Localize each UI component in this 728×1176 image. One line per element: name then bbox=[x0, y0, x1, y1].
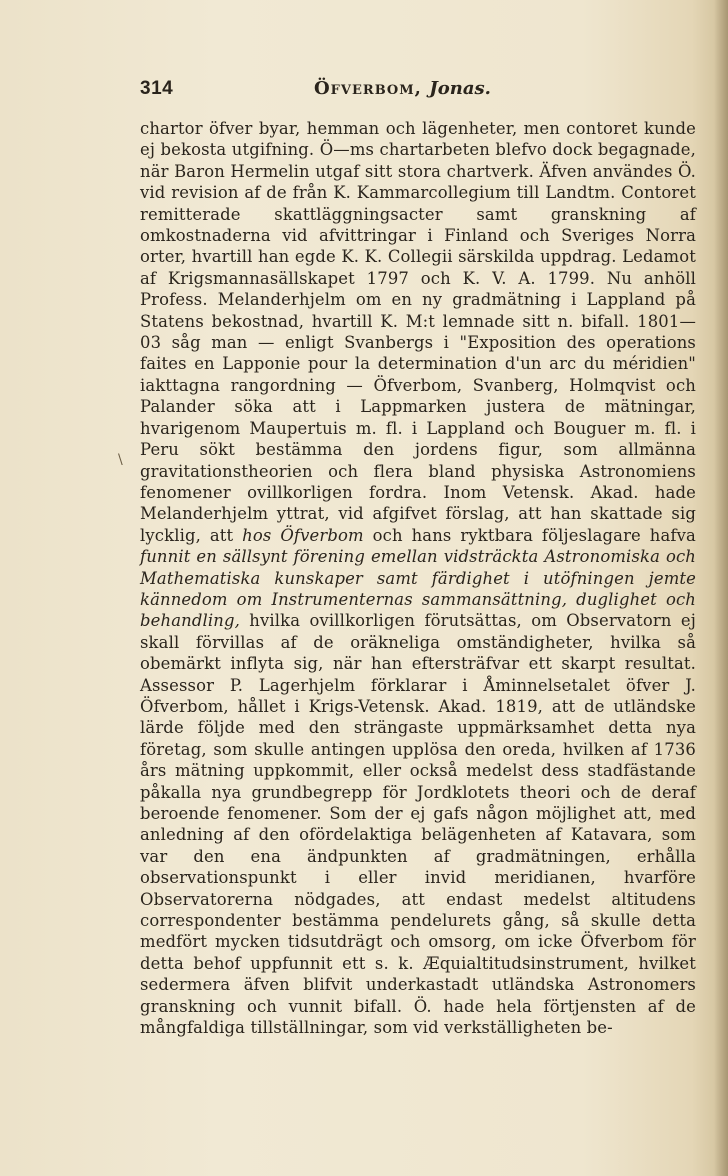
text-segment: chartor öfver byar, hemman och lägenheter, men contoret kunde ej bekosta utgifning. Ö—ms chartarbeten blefvo dock begagnade, när Baron Hermelin utgaf sitt stora chartverk. Äfven användes Ö. vid revision af de från K. Kammarcollegium till Landtm. Contoret remitterade skattläggningsacter samt granskning af omkostnaderna vid afvittringar i Finland och Sveriges Norra orter, hvartill han egde K. K. Collegii särskilda uppdrag. Ledamot af Krigsmannasällskapet 1797 och K. V. A. 1799. Nu anhöll Profess. Melanderhjelm om en ny gradmätning i Lappland på Statens bekostnad, hvartill K. M:t lemnade sitt n. bifall. 1801—03 såg man — enligt Svanbergs i "Exposition des operations faites en Lapponie pour la determination d'un arc du méridien" iakttagna rangordning — Öfverbom, Svanberg, Holmqvist och Palander söka att i Lappmarken justera de mätningar, hvarigenom Maupertuis m. fl. i Lappland och Bouguer m. fl. i Peru sökt bestämma den jordens figur, som allmänna gravitationstheorien och flera bland physiska Astronomiens fenomener ovillkorligen fordra. Inom Vetensk. Akad. hade Melanderhjelm yttrat, vid afgifvet förslag, att han skattade sig lycklig, att bbox=[140, 119, 696, 545]
text-segment: hvilka ovillkorligen förutsättas, om Observatorn ej skall förvillas af de oräkneliga omständigheter, hvilka så obemärkt inflyta sig, när han eftersträfvar ett skarpt resultat. Assessor P. Lagerhjelm förklarar i Åminnelsetalet öfver J. Öfverbom, hållet i Krigs-Vetensk. Akad. 1819, att de utländske lärde följde med den strängaste uppmärksamhet detta nya företag, som skulle antingen upplösa den oreda, hvilken af 1736 års mätning uppkommit, eller också medelst dess stadfästande påkalla nya grundbegrepp för Jordklotets theori och de deraf beroende fenomener. Som der ej gafs någon möjlighet att, med anledning af den ofördelaktiga belägenheten af Katavara, som var den ena ändpunkten af gradmätningen, erhålla observationspunkt i eller invid meridianen, hvarföre Observatorerna nödgades, att endast medelst altitudens correspondenter bestämma pendelurets gång, så skulle detta medfört mycken tidsutdrägt och omsorg, om icke Öfverbom för detta behof uppfunnit ett s. k. Æquialtitudsinstrument, hvilket sedermera äfven blifvit underkastadt utländska Astronomers granskning och vunnit bifall. Ö. hade hela förtjensten af de mångfaldiga tillställningar, som vid verkställigheten be- bbox=[140, 611, 696, 1038]
page-edge-shadow bbox=[714, 0, 728, 1176]
margin-tick-mark: \ bbox=[118, 452, 123, 468]
italic-segment: hos Öfverbom bbox=[242, 525, 364, 545]
body-text bbox=[140, 118, 696, 1038]
text-segment: och hans ryktbara följeslagare hafva bbox=[363, 525, 696, 545]
page-number: 314 bbox=[140, 78, 174, 99]
running-head-name: Öfverbom, bbox=[314, 78, 422, 99]
italic-segment: funnit en sällsynt förening emellan vidsträckta Astronomiska och Mathematiska kunskaper samt färdighet i utöfningen jemte kännedom om Instrumenternas sammansättning, duglighet och behandling, bbox=[140, 547, 696, 631]
running-head-given-name: Jonas. bbox=[429, 78, 491, 99]
page-header bbox=[140, 78, 700, 106]
running-head bbox=[314, 78, 491, 99]
body-paragraph bbox=[140, 118, 696, 1038]
